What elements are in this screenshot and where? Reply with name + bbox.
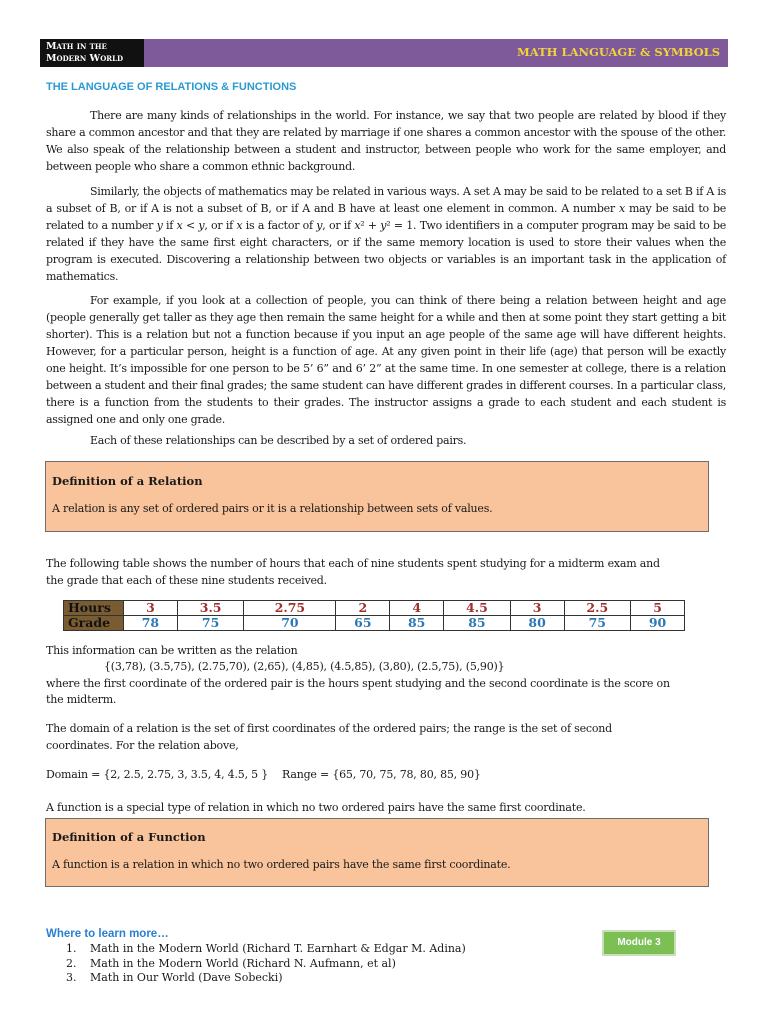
range-set: Range = {65, 70, 75, 78, 80, 85, 90} xyxy=(282,768,481,781)
function-intro: A function is a special type of relation in which no two ordered pairs have the same first coordinate. xyxy=(46,801,586,814)
grade-row xyxy=(64,616,685,631)
paragraph-2: Similarly, the objects of mathematics may be related in various ways. A set A may be said to be related to a set B if A is a subset of B, or if A is not a subset of B, or if A and B have at least one element in common. A number 𝑥 may be said to be related to a number 𝑦 if 𝑥 < 𝑦, or if 𝑥 is a factor of 𝑦, or if 𝑥² + 𝑦² = 1. Two identifiers in a computer program may be said to be related if they have the same first eight characters, or if the same memory location is used to store their values when the program is executed. Discovering a relationship between two objects or variables is an important task in the application of mathematics. xyxy=(46,185,726,283)
hours-cell: 2.5 xyxy=(564,601,631,616)
table-intro-line1: The following table shows the number of hours that each of nine students spent studying for a midterm exam and xyxy=(46,557,660,570)
reference-item xyxy=(66,942,466,957)
function-definition-text: A function is a relation in which no two ordered pairs have the same first coordinate. xyxy=(52,858,511,871)
relation-definition-text: A relation is any set of ordered pairs or it is a relationship between sets of values. xyxy=(52,502,493,515)
section-title: THE LANGUAGE OF RELATIONS & FUNCTIONS xyxy=(46,81,297,93)
grade-cell: 85 xyxy=(444,616,511,631)
relation-definition-box xyxy=(45,461,709,532)
grade-cell: 78 xyxy=(124,616,178,631)
reference-list xyxy=(66,942,466,986)
reference-text: Math in the Modern World (Richard N. Aufmann, et al) xyxy=(90,956,396,970)
hours-label: Hours xyxy=(64,601,124,616)
domain-range-line1: The domain of a relation is the set of first coordinates of the ordered pairs; the range is the set of second xyxy=(46,722,613,735)
topic-title: MATH LANGUAGE & SYMBOLS xyxy=(517,45,720,59)
relation-explain-line2: the midterm. xyxy=(46,693,117,706)
hours-cell: 3 xyxy=(124,601,178,616)
course-label-line2: Modern World xyxy=(46,53,124,64)
course-label xyxy=(40,39,144,67)
domain-range-line2: coordinates. For the relation above, xyxy=(46,739,239,752)
grade-cell: 65 xyxy=(336,616,390,631)
grade-cell: 85 xyxy=(390,616,444,631)
hours-cell: 2.75 xyxy=(244,601,336,616)
hours-cell: 2 xyxy=(336,601,390,616)
relation-intro: This information can be written as the relation xyxy=(46,644,298,657)
paragraph-3: For example, if you look at a collection of people, you can think of there being a relation between height and age (people generally get taller as they age then remain the same height for a while and then at some point they start getting a bit shorter). This is a relation but not a function because if you input an age people of the same age will have different heights. However, for a particular person, height is a function of age. At any given point in their life (age) that person will be exactly one height. It’s impossible for one person to be 5’ 6” and 6’ 2” at the same time. In one semester at college, there is a relation between a student and their final grades; the same student can have different grades in different courses. In a particular class, there is a function from the students to their grades. The instructor assigns a grade to each student and each student is assigned one and only one grade. xyxy=(46,294,726,426)
hours-cell: 3 xyxy=(510,601,564,616)
grade-label: Grade xyxy=(64,616,124,631)
table-intro-line2: the grade that each of these nine students received. xyxy=(46,574,327,587)
reference-text: Math in Our World (Dave Sobecki) xyxy=(90,971,283,984)
module-badge: Module 3 xyxy=(602,930,676,956)
hours-cell: 5 xyxy=(631,601,685,616)
grade-cell: 90 xyxy=(631,616,685,631)
grade-cell: 70 xyxy=(244,616,336,631)
page-header xyxy=(40,39,728,67)
grade-cell: 80 xyxy=(510,616,564,631)
reference-number: 3. xyxy=(66,971,77,984)
reference-text: Math in the Modern World (Richard T. Earnhart & Edgar M. Adina) xyxy=(90,942,466,955)
hours-row xyxy=(64,601,685,616)
relation-explain-line1: where the first coordinate of the ordered pair is the hours spent studying and the second coordinate is the score on xyxy=(46,677,670,690)
course-label-line1: Math in the xyxy=(46,41,107,52)
hours-cell: 4.5 xyxy=(444,601,511,616)
paragraph-4: Each of these relationships can be described by a set of ordered pairs. xyxy=(90,434,467,447)
function-definition-title: Definition of a Function xyxy=(52,830,206,844)
hours-grades-table xyxy=(63,600,685,631)
learn-more-title: Where to learn more… xyxy=(46,928,169,940)
relation-set: {(3,78), (3.5,75), (2.75,70), (2,65), (4,85), (4.5,85), (3,80), (2.5,75), (5,90)} xyxy=(104,660,505,673)
reference-item xyxy=(66,957,466,972)
function-definition-box xyxy=(45,818,709,887)
grade-cell: 75 xyxy=(564,616,631,631)
topic-banner xyxy=(144,39,728,67)
reference-item xyxy=(66,971,466,986)
paragraph-1: There are many kinds of relationships in the world. For instance, we say that two people are related by blood if they share a common ancestor and that they are related by marriage if one shares a common ancestor with the spouse of the other. We also speak of the relationship between a student and instructor, between people who work for the same employer, and between people who share a common ethnic background. xyxy=(46,109,726,173)
hours-cell: 4 xyxy=(390,601,444,616)
reference-number: 2. xyxy=(66,956,77,970)
hours-cell: 3.5 xyxy=(177,601,244,616)
reference-number: 1. xyxy=(66,942,77,955)
domain-set: Domain = {2, 2.5, 2.75, 3, 3.5, 4, 4.5, 5 } xyxy=(46,768,269,781)
grade-cell: 75 xyxy=(177,616,244,631)
relation-definition-title: Definition of a Relation xyxy=(52,474,203,488)
